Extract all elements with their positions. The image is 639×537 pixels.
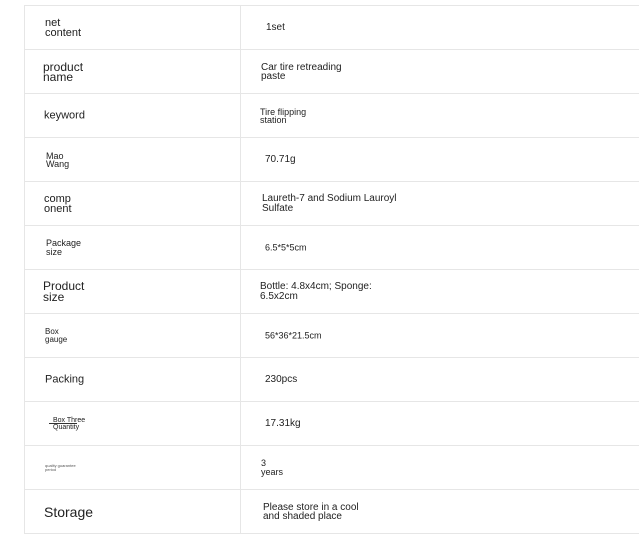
value-cell — [241, 94, 639, 137]
label-cell — [25, 270, 241, 313]
value-cell — [241, 402, 639, 445]
table-row — [25, 138, 639, 182]
value-cell — [241, 446, 639, 489]
row-label: Package size — [46, 237, 82, 257]
table-row — [25, 446, 639, 490]
value-cell — [241, 138, 639, 181]
row-label: comp onent — [44, 192, 72, 215]
value-cell — [241, 226, 639, 269]
row-value: 230pcs — [265, 373, 298, 385]
table-row — [25, 226, 639, 270]
row-label: Storage — [44, 503, 94, 520]
label-cell — [25, 6, 241, 49]
row-label: Packing — [45, 373, 85, 385]
label-cell — [25, 358, 241, 401]
table-row — [25, 358, 639, 402]
row-value: 17.31kg — [265, 417, 301, 429]
label-cell — [25, 446, 241, 489]
row-value: Tire flipping station — [260, 106, 307, 125]
row-label: product name — [43, 59, 84, 84]
row-value: Car tire retreading paste — [261, 61, 342, 82]
value-cell — [241, 182, 639, 225]
table-row — [25, 402, 639, 446]
value-cell — [241, 358, 639, 401]
row-label: quality guarantee period — [45, 462, 76, 472]
label-cell — [25, 402, 241, 445]
row-label: Product size — [43, 278, 85, 304]
label-cell — [25, 50, 241, 93]
row-value: 70.71g — [265, 153, 296, 165]
label-cell — [25, 226, 241, 269]
row-value: Laureth-7 and Sodium Lauroyl Sulfate — [262, 192, 397, 214]
row-label: Box gauge — [45, 326, 68, 344]
table-row — [25, 6, 639, 50]
row-label: Mao Wang — [46, 150, 70, 169]
row-value: 6.5*5*5cm — [265, 242, 307, 252]
value-cell — [241, 490, 639, 533]
value-cell — [241, 270, 639, 313]
label-cell — [25, 490, 241, 533]
table-row — [25, 50, 639, 94]
row-value: 3 years — [261, 457, 284, 477]
table-row — [25, 314, 639, 358]
label-cell — [25, 138, 241, 181]
value-cell — [241, 50, 639, 93]
row-label: net content — [45, 16, 82, 39]
label-cell — [25, 314, 241, 357]
label-cell — [25, 94, 241, 137]
table-row — [25, 270, 639, 314]
row-value: Please store in a cool and shaded place — [263, 501, 359, 522]
value-cell — [241, 6, 639, 49]
label-cell — [25, 182, 241, 225]
row-value: 56*36*21.5cm — [265, 330, 322, 340]
table-row — [25, 490, 639, 534]
value-cell — [241, 314, 639, 357]
row-value: Bottle: 4.8x4cm; Sponge: 6.5x2cm — [260, 280, 372, 302]
row-value: 1set — [266, 21, 285, 33]
table-row — [25, 94, 639, 138]
row-label: keyword — [44, 109, 85, 121]
spec-table — [24, 5, 639, 534]
row-label: Box Three Quantity — [53, 416, 86, 431]
table-row — [25, 182, 639, 226]
